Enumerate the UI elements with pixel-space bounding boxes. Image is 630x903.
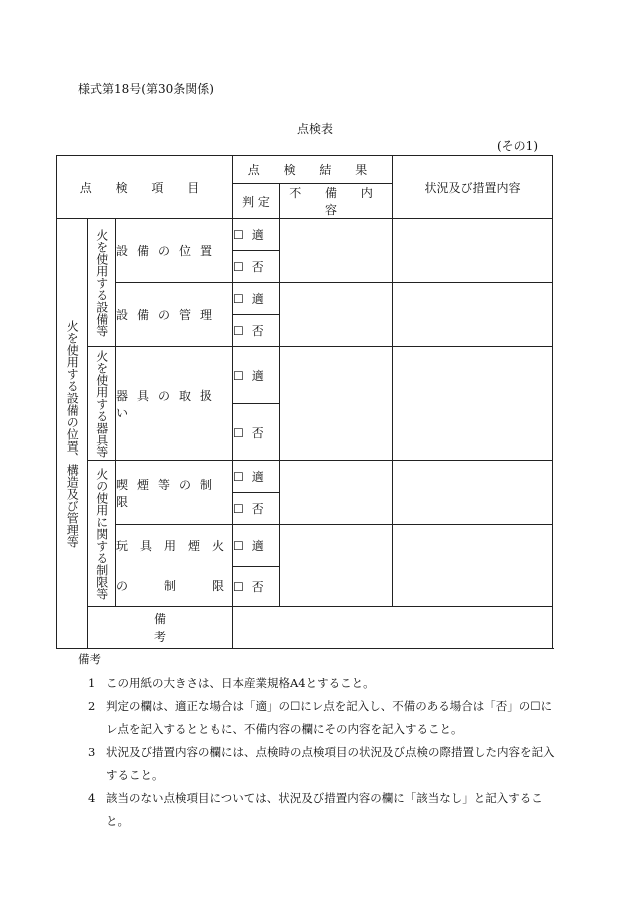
item-equipment-management: 設備の管理 (116, 283, 233, 347)
judge-ng[interactable]: ☐ 否 (233, 493, 280, 525)
header-inspection-item: 点 検 項 目 (57, 156, 233, 219)
notes-heading: 備考 (78, 652, 101, 666)
checkbox-icon[interactable]: ☐ (233, 324, 244, 338)
checkbox-icon[interactable]: ☐ (233, 425, 244, 440)
header-judgement: 判 定 (233, 184, 280, 219)
status-cell[interactable] (393, 347, 553, 461)
checkbox-icon[interactable]: ☐ (233, 539, 244, 553)
judge-ng[interactable]: ☐ 否 (233, 251, 280, 283)
remarks-cell[interactable] (233, 607, 553, 649)
inspection-table (56, 155, 553, 649)
remarks-label: 備 考 (88, 607, 233, 649)
item-smoking-limit: 喫煙等の制限 (116, 461, 233, 525)
judge-ng[interactable]: ☐ 否 (233, 567, 280, 607)
header-defect-detail: 不 備 内 容 (280, 184, 393, 219)
checkbox-icon[interactable]: ☐ (233, 470, 244, 484)
item-appliance-handling: 器具の取扱い (116, 347, 233, 461)
defect-cell[interactable] (280, 219, 393, 283)
judge-ng[interactable]: ☐ 否 (233, 404, 280, 461)
category-fire-limit: 火の使用に関する制限等 (88, 461, 116, 607)
defect-cell[interactable] (280, 525, 393, 607)
checkbox-icon[interactable]: ☐ (233, 292, 244, 306)
judge-ok[interactable]: ☐ 適 (233, 461, 280, 493)
document-title: 点検表 (296, 122, 333, 136)
status-cell[interactable] (393, 283, 553, 347)
defect-cell[interactable] (280, 347, 393, 461)
notes-section (78, 648, 558, 833)
checkbox-icon[interactable]: ☐ (233, 502, 244, 516)
category-appliance: 火を使用する器具等 (88, 347, 116, 461)
category-main: 火を使用する設備の位置、構造及び管理等 (57, 219, 88, 649)
judge-ok[interactable]: ☐ 適 (233, 525, 280, 567)
checkbox-icon[interactable]: ☐ (233, 228, 244, 242)
item-equipment-position: 設備の位置 (116, 219, 233, 283)
header-inspection-result: 点 検 結 果 (233, 156, 393, 184)
judge-ok[interactable]: ☐ 適 (233, 283, 280, 315)
note-item: 4 該当のない点検項目については、状況及び措置内容の欄に「該当なし」と記入すること。 (88, 791, 543, 828)
note-item: 2 判定の欄は、適正な場合は「適」の☐にレ点を記入し、不備のある場合は「否」の☐にレ点を記入するとともに、不備内容の欄にその内容を記入すること。 (88, 699, 553, 736)
checkbox-icon[interactable]: ☐ (233, 580, 244, 594)
header-status-action: 状況及び措置内容 (393, 156, 553, 219)
status-cell[interactable] (393, 461, 553, 525)
judge-ok[interactable]: ☐ 適 (233, 219, 280, 251)
item-toy-fireworks-limit: 玩 具 用 煙 火 の 制 限 (116, 525, 233, 607)
category-equipment: 火を使用する設備等 (88, 219, 116, 347)
defect-cell[interactable] (280, 461, 393, 525)
form-number: 様式第18号(第30条関係) (78, 82, 214, 96)
checkbox-icon[interactable]: ☐ (233, 368, 244, 383)
status-cell[interactable] (393, 525, 553, 607)
judge-ok[interactable]: ☐ 適 (233, 347, 280, 404)
checkbox-icon[interactable]: ☐ (233, 260, 244, 274)
defect-cell[interactable] (280, 283, 393, 347)
judge-ng[interactable]: ☐ 否 (233, 315, 280, 347)
status-cell[interactable] (393, 219, 553, 283)
note-item: 1 この用紙の大きさは、日本産業規格A4とすること。 (88, 676, 375, 690)
page-number: (その1) (497, 139, 538, 153)
note-item: 3 状況及び措置内容の欄には、点検時の点検項目の状況及び点検の際措置した内容を記入すること。 (88, 745, 555, 782)
